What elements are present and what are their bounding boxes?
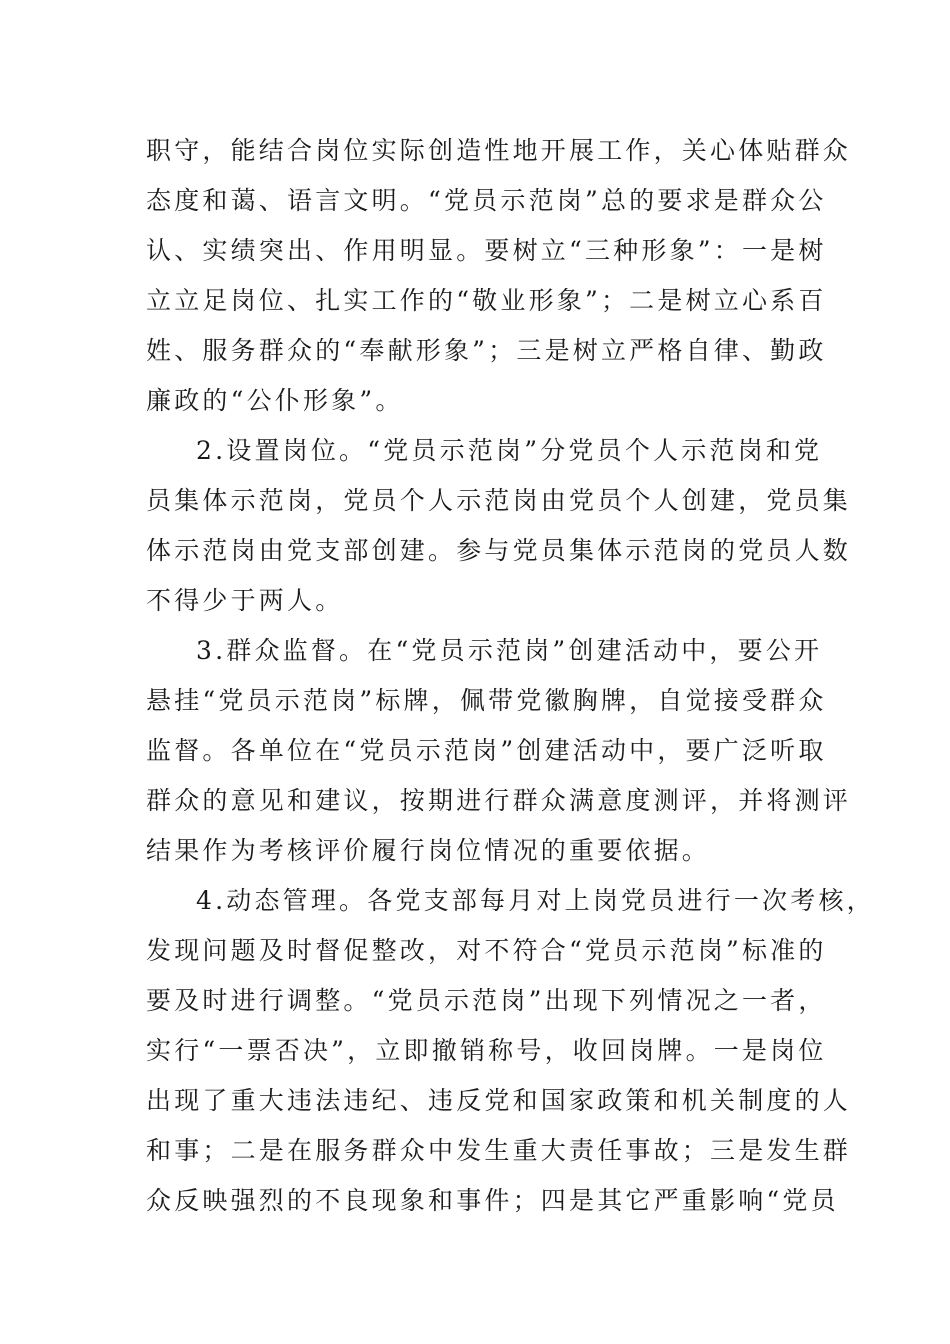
text-line: 立立足岗位、扎实工作的“敬业形象”；二是树立心系百 xyxy=(146,286,827,315)
text-line: 姓、服务群众的“奉献形象”；三是树立严格自律、勤政 xyxy=(146,336,827,365)
text-line: 和事；二是在服务群众中发生重大责任事故；三是发生群 xyxy=(146,1136,852,1165)
text-line: 要及时进行调整。“党员示范岗”出现下列情况之一者， xyxy=(146,986,827,1015)
text-line: 众反映强烈的不良现象和事件；四是其它严重影响“党员 xyxy=(146,1186,839,1215)
text-line: 态度和蔼、语言文明。“党员示范岗”总的要求是群众公 xyxy=(146,186,827,215)
text-line: 悬挂“党员示范岗”标牌，佩带党徽胸牌，自觉接受群众 xyxy=(146,686,827,715)
text-line: 群众的意见和建议，按期进行群众满意度测评，并将测评 xyxy=(146,786,852,815)
paragraph-start-line: 2.设置岗位。“党员示范岗”分党员个人示范岗和党 xyxy=(196,436,823,465)
body-text xyxy=(146,126,875,1226)
paragraph-start-line: 4.动态管理。各党支部每月对上岗党员进行一次考核， xyxy=(196,886,875,915)
text-line: 出现了重大违法违纪、违反党和国家政策和机关制度的人 xyxy=(146,1086,852,1115)
text-line: 实行“一票否决”，立即撤销称号，收回岗牌。一是岗位 xyxy=(146,1036,827,1065)
text-line: 监督。各单位在“党员示范岗”创建活动中，要广泛听取 xyxy=(146,736,827,765)
text-line: 廉政的“公仆形象”。 xyxy=(146,386,404,415)
text-line: 结果作为考核评价履行岗位情况的重要依据。 xyxy=(146,836,711,865)
paragraph-start-line: 3.群众监督。在“党员示范岗”创建活动中，要公开 xyxy=(196,636,823,665)
text-line: 体示范岗由党支部创建。参与党员集体示范岗的党员人数 xyxy=(146,536,852,565)
text-line: 认、实绩突出、作用明显。要树立“三种形象”：一是树 xyxy=(146,236,827,265)
text-line: 员集体示范岗，党员个人示范岗由党员个人创建，党员集 xyxy=(146,486,852,515)
text-line: 不得少于两人。 xyxy=(146,586,344,615)
text-line: 职守，能结合岗位实际创造性地开展工作，关心体贴群众 xyxy=(146,136,852,165)
text-line: 发现问题及时督促整改，对不符合“党员示范岗”标准的 xyxy=(146,936,827,965)
